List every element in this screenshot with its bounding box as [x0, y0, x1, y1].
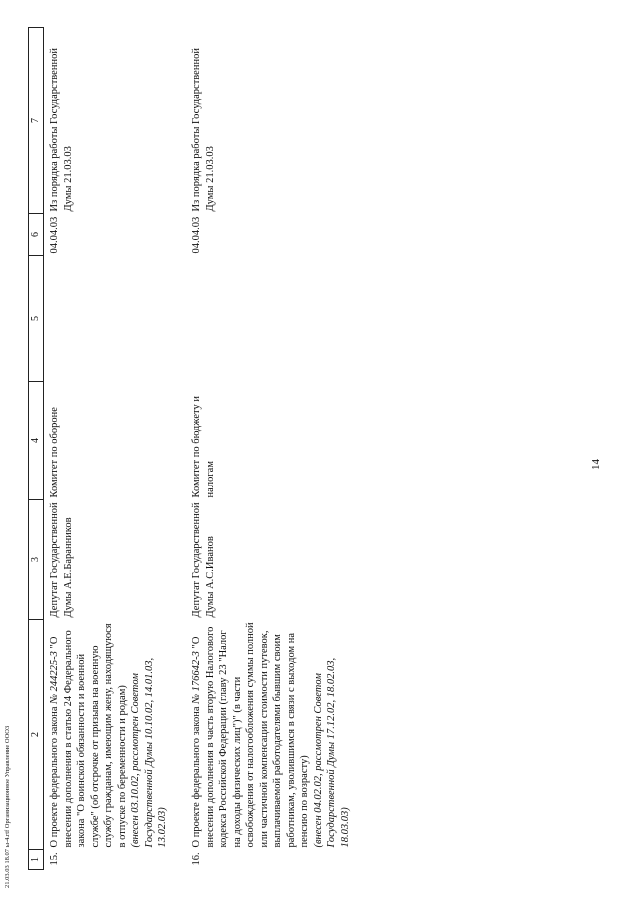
initiator-cell: Депутат Государственной Думы А.С.Иванов — [191, 502, 216, 618]
column-header: 7 — [29, 28, 44, 214]
column-header: 2 — [29, 620, 44, 850]
table-row — [176, 28, 390, 870]
bill-title: О проекте федерального закона — [191, 706, 202, 848]
table-header — [29, 28, 44, 870]
empty-cell — [44, 256, 177, 382]
bill-number: № 176642-3 — [191, 651, 202, 704]
column-header: 5 — [29, 256, 44, 382]
footer-text: 21.03.03 18.07 ы-4.rtf Организационное Управление ООО3 — [4, 725, 11, 888]
bill-text: "О внесении дополнения в часть вторую Налогового кодекса Российской Федерации (главу 23 "Налог на доходы физических лиц")" (в части освобождения от налогообложения суммы полной или частичной компенсации стоимости путевок, выплачиваемой работодателями бывшим своим работникам, уволившимся в связи с выходом на пенсию по возрасту) — [191, 622, 310, 848]
bill-text: "О внесении дополнения в статью 24 Федерального закона "О воинской обязанности и военной службе" (об отсрочке от призыва на военную службу гражданам, имеющим жену, находящуюся в отпуске по беременности и родам) — [49, 623, 128, 848]
column-header: 1 — [29, 850, 44, 870]
initiator-cell: Депутат Государственной Думы А.Е.Баранников — [49, 502, 74, 618]
page-number: 14 — [590, 459, 602, 470]
column-header: 3 — [29, 500, 44, 620]
bill-title: О проекте федерального закона — [49, 706, 60, 848]
bill-number: № 244225-3 — [49, 651, 60, 704]
bill-description — [176, 620, 390, 850]
bill-note: (внесен 04.02.02, рассмотрен Советом Государственной Думы 17.12.02, 18.02.03, 18.03.03) — [312, 657, 351, 848]
agenda-table — [28, 27, 390, 870]
column-header: 4 — [29, 382, 44, 500]
empty-cell — [176, 256, 390, 382]
table-row — [44, 28, 177, 870]
reason-cell: Из порядка работы Государственной Думы 21.03.03 — [191, 48, 216, 212]
reason-cell: Из порядка работы Государственной Думы 21.03.03 — [49, 48, 74, 212]
row-number: 15. — [49, 852, 60, 866]
committee-cell: Комитет по бюджету и налогам — [191, 396, 216, 498]
row-number: 16. — [191, 852, 202, 866]
date-cell: 04.04.03 — [49, 216, 60, 254]
bill-note: (внесен 03.10.02, рассмотрен Советом Государственной Думы 10.10.02, 14.01.03, 13.02.03) — [130, 657, 168, 848]
column-header: 6 — [29, 214, 44, 256]
bill-description — [44, 620, 177, 850]
date-cell: 04.04.03 — [191, 216, 202, 254]
committee-cell: Комитет по обороне — [49, 407, 60, 498]
